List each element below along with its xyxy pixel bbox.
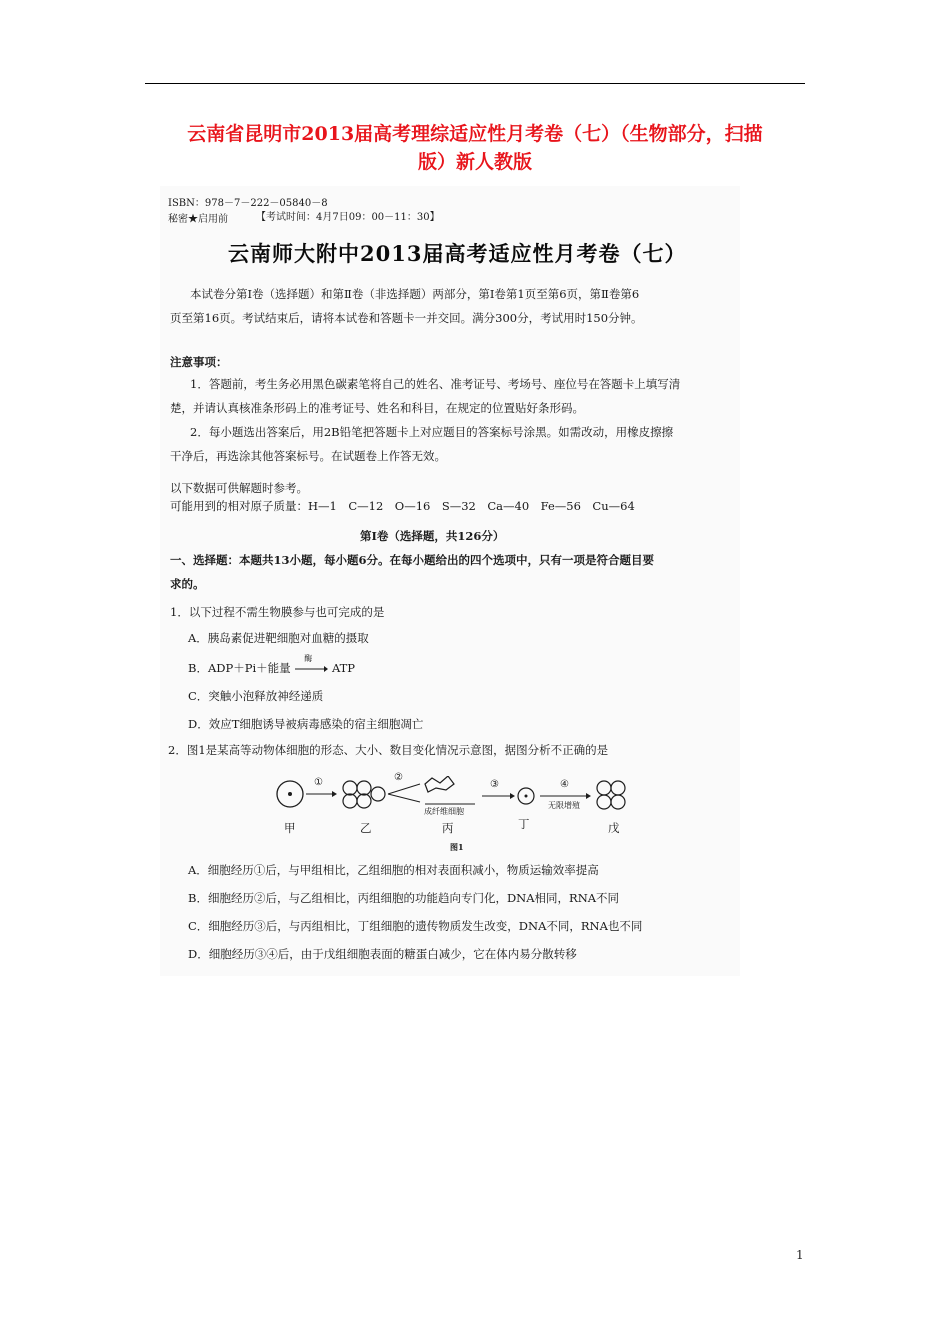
stage-bing: 丙	[442, 821, 454, 835]
notice-1-line-2: 楚，并请认真核准条形码上的准考证号、姓名和科目，在规定的位置贴好条形码。	[170, 401, 584, 415]
stage-jia: 甲	[284, 821, 296, 835]
scanned-exam-image	[160, 186, 740, 976]
q2-stem: 2．图1是某高等动物体细胞的形态、大小、数目变化情况示意图，据图分析不正确的是	[168, 743, 609, 757]
figure-caption: 图1	[450, 842, 464, 852]
stage-ding: 丁	[518, 817, 530, 831]
q1-option-d: D．效应T细胞诱导被病毒感染的宿主细胞凋亡	[188, 717, 424, 731]
diagram-drawing	[270, 776, 660, 836]
section-desc-line-2: 求的。	[170, 577, 205, 591]
secret-label: 秘密★启用前	[168, 214, 228, 225]
q2-option-a: A．细胞经历①后，与甲组相比，乙组细胞的相对表面积减小，物质运输效率提高	[188, 863, 599, 877]
exam-time: 【考试时间：4月7日09：00－11：30】	[256, 212, 440, 223]
q1-option-c: C．突触小泡释放神经递质	[188, 689, 324, 703]
enzyme-arrow	[294, 654, 328, 675]
cell-change-diagram	[270, 772, 660, 856]
q1-option-b-product: ATP	[331, 661, 356, 675]
step-4-label: ④	[560, 779, 569, 790]
section-desc-line-1: 一、选择题：本题共13小题，每小题6分。在每小题给出的四个选项中，只有一项是符合题目要	[170, 553, 655, 567]
step-2-label: ②	[394, 772, 403, 783]
q2-option-c: C．细胞经历③后，与丙组相比，丁组细胞的遗传物质发生改变，DNA不同，RNA也不同	[188, 919, 643, 933]
document-title	[130, 120, 820, 176]
fibroblast-label: 成纤维细胞	[424, 807, 464, 816]
section-title: 第Ⅰ卷（选择题，共126分）	[360, 529, 505, 543]
notice-2-line-1: 2．每小题选出答案后，用2B铅笔把答题卡上对应题目的答案标号涂黑。如需改动，用橡皮擦擦	[190, 425, 674, 439]
title-line-1: 云南省昆明市2013届高考理综适应性月考卷（七）（生物部分，扫描	[187, 123, 763, 145]
q1-option-a: A．胰岛素促进靶细胞对血糖的摄取	[188, 631, 369, 645]
stage-yi: 乙	[360, 821, 372, 835]
q2-option-d: D．细胞经历③④后，由于戊组细胞表面的糖蛋白减少，它在体内易分散转移	[188, 947, 577, 961]
intro-line-1: 本试卷分第Ⅰ卷（选择题）和第Ⅱ卷（非选择题）两部分，第Ⅰ卷第1页至第6页，第Ⅱ卷第6	[190, 287, 640, 301]
enzyme-label: 酶	[304, 654, 313, 663]
isbn: ISBN：978－7－222－05840－8	[168, 198, 328, 209]
unlimited-proliferation-label: 无限增殖	[548, 801, 580, 810]
step-3-label: ③	[490, 779, 499, 790]
q1-stem: 1．以下过程不需生物膜参与也可完成的是	[170, 605, 385, 619]
stage-wu: 戊	[608, 821, 620, 835]
step-1-label: ①	[314, 777, 323, 788]
notice-1-line-1: 1．答题前，考生务必用黑色碳素笔将自己的姓名、准考证号、考场号、座位号在答题卡上填写清	[190, 377, 681, 391]
q1-option-b-text: B．ADP＋Pi＋能量	[188, 661, 291, 675]
q1-option-b	[188, 654, 356, 676]
header-rule	[145, 83, 805, 84]
notice-2-line-2: 干净后，再选涂其他答案标号。在试题卷上作答无效。	[170, 449, 446, 463]
intro-line-2: 页至第16页。考试结束后，请将本试卷和答题卡一并交回。满分300分，考试用时150分钟。	[170, 311, 643, 325]
reaction-arrow-icon	[294, 663, 328, 675]
atomic-masses-line: 可能用到的相对原子质量：H—1 C—12 O—16 S—32 Ca—40 Fe—56 Cu—64	[170, 499, 635, 513]
title-line-2: 版）新人教版	[417, 151, 532, 173]
notice-heading: 注意事项：	[170, 355, 228, 369]
exam-title: 云南师大附中2013届高考适应性月考卷（七）	[228, 241, 687, 266]
page-number: 1	[796, 1248, 804, 1262]
q2-option-b: B．细胞经历②后，与乙组相比，丙组细胞的功能趋向专门化，DNA相同，RNA不同	[188, 891, 620, 905]
reference-data-intro: 以下数据可供解题时参考。	[170, 481, 308, 495]
